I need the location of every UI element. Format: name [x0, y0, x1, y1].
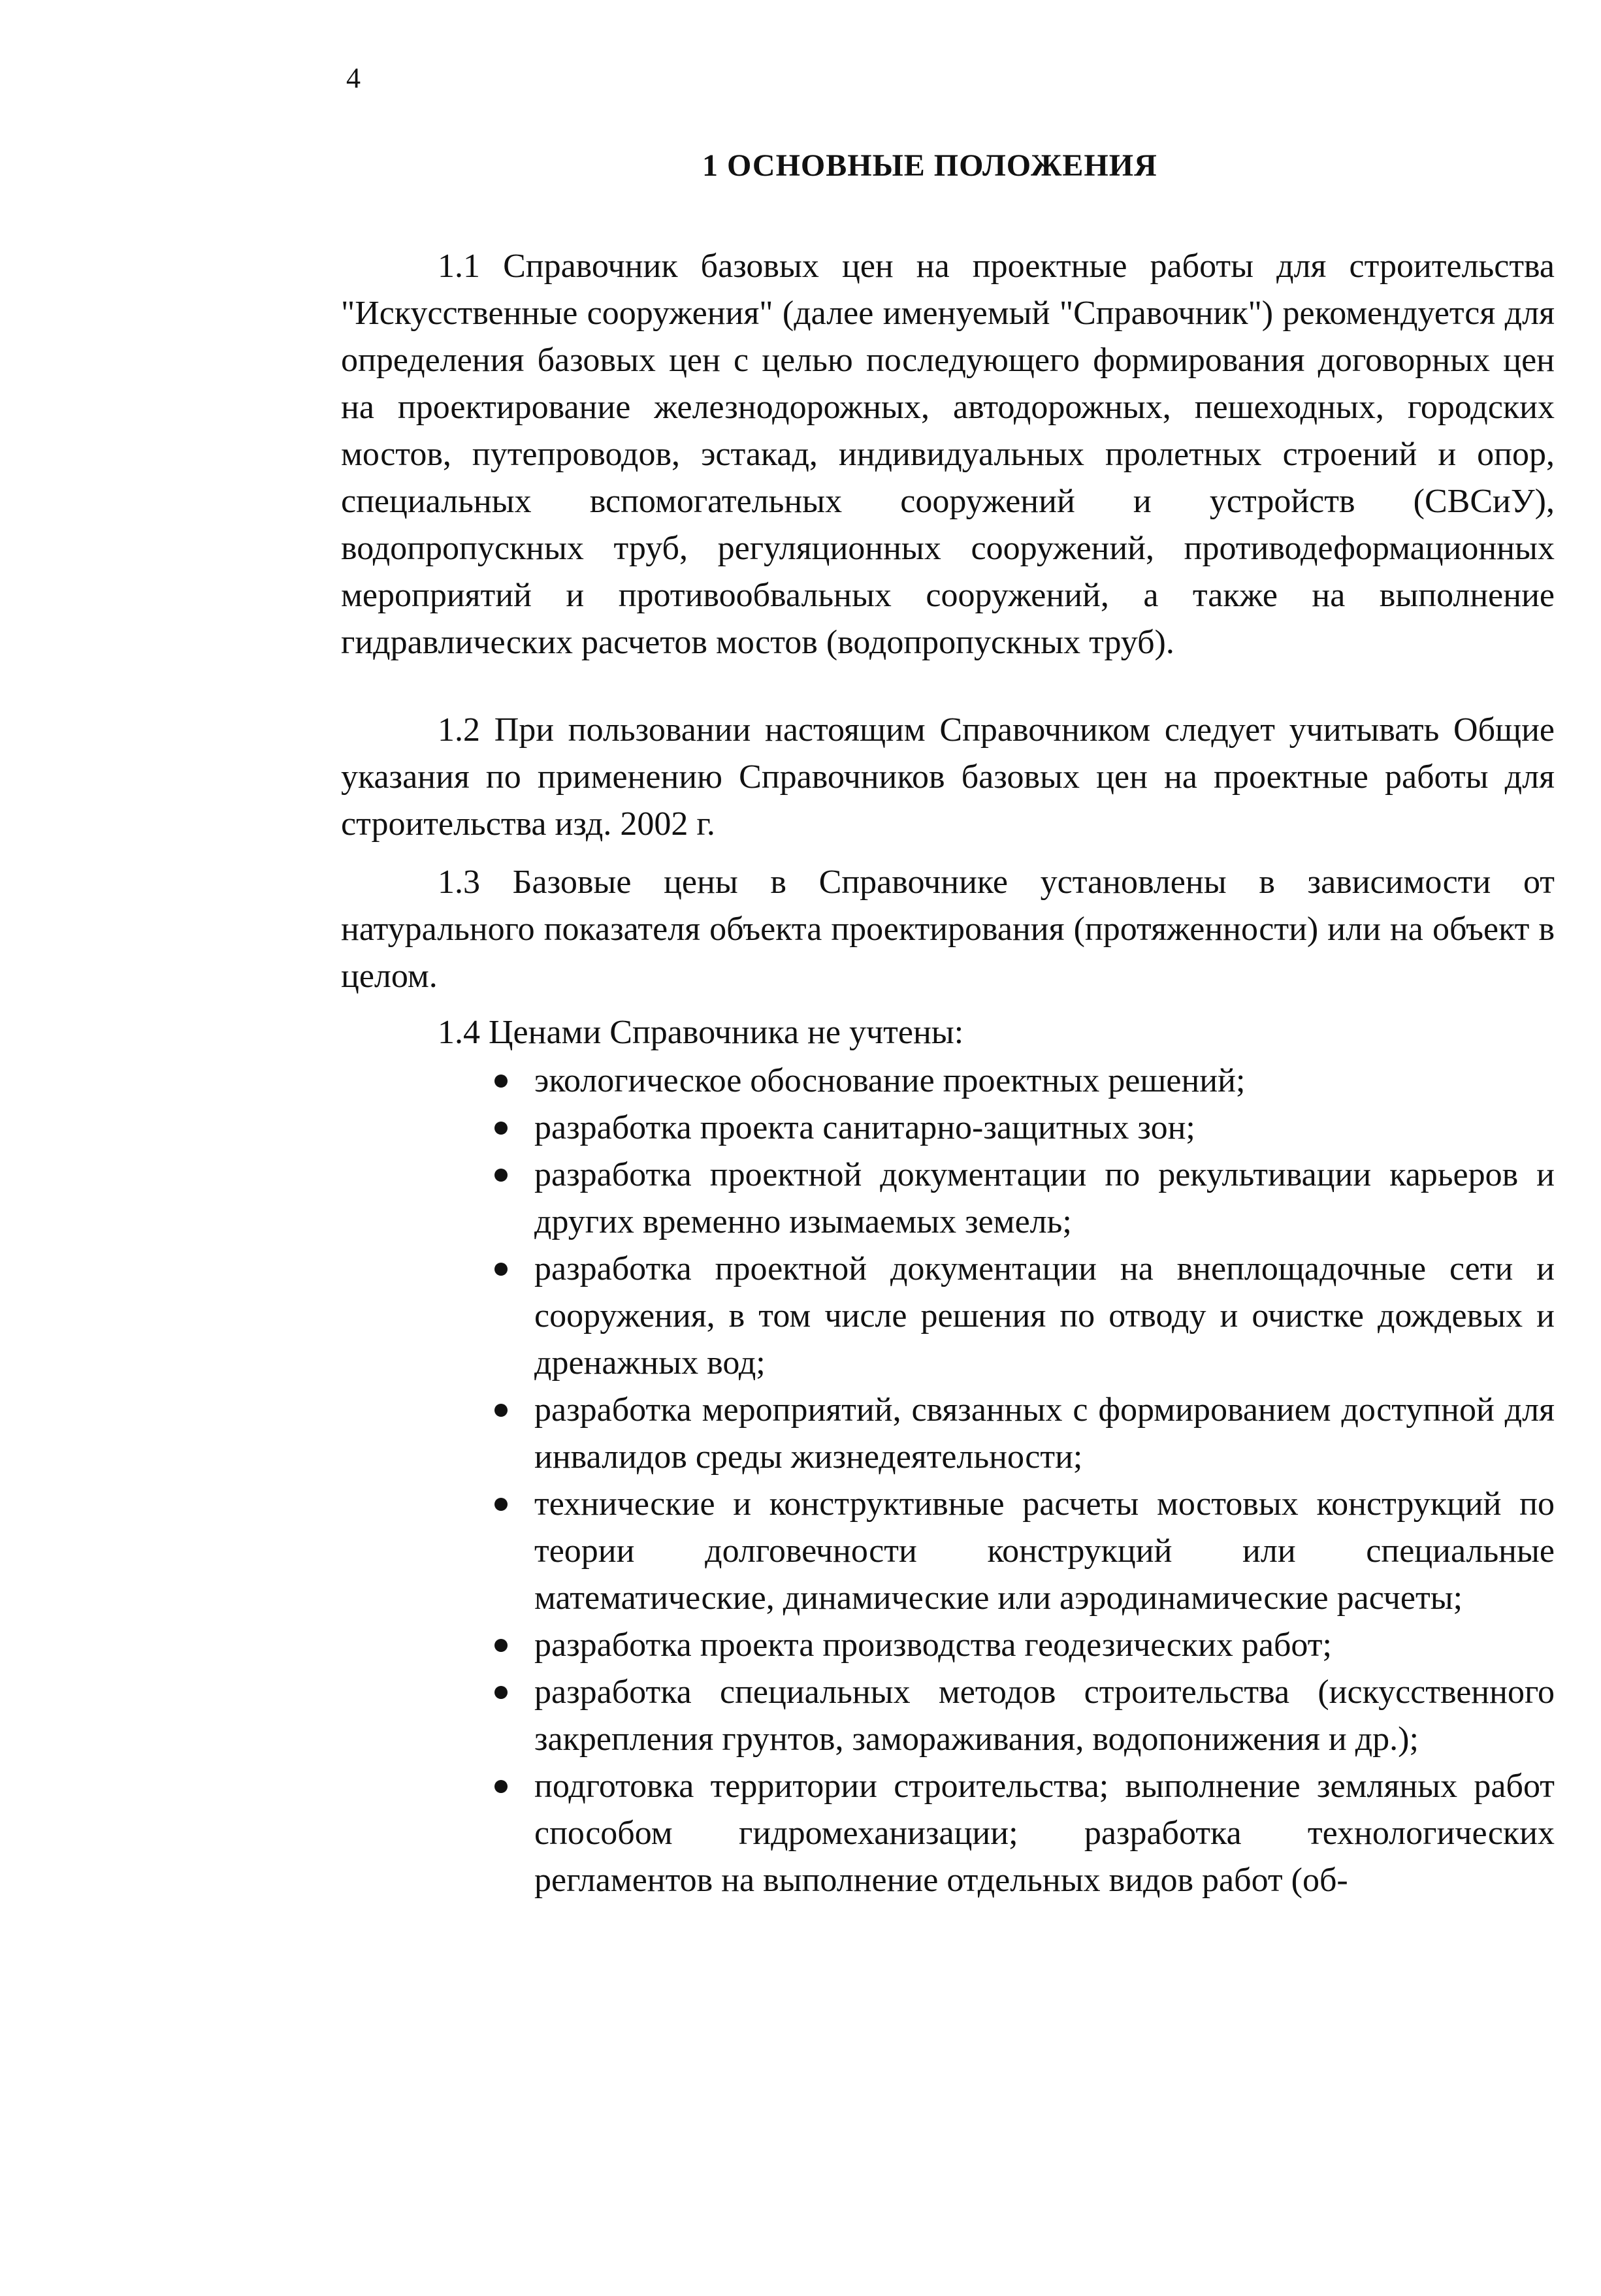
- bullet-icon: [494, 1169, 508, 1182]
- list-item-text: разработка мероприятий, связанных с формированием доступной для инвалидов среды жизнедеятельности;: [534, 1391, 1555, 1476]
- bullet-icon: [494, 1498, 508, 1511]
- list-item: [341, 1387, 1555, 1481]
- list-item: [341, 1763, 1555, 1904]
- list-item: [341, 1152, 1555, 1246]
- bullet-icon: [494, 1639, 508, 1652]
- bullet-icon: [494, 1780, 508, 1793]
- page-number: 4: [346, 62, 361, 94]
- bullet-icon: [494, 1686, 508, 1699]
- list-item: [341, 1622, 1555, 1669]
- list-item-text: разработка проекта производства геодезических работ;: [534, 1626, 1332, 1664]
- bullet-icon: [494, 1075, 508, 1088]
- section-title: 1 ОСНОВНЫЕ ПОЛОЖЕНИЯ: [702, 148, 1157, 183]
- bullet-icon: [494, 1263, 508, 1276]
- paragraph-1-2: 1.2 При пользовании настоящим Справочником следует учитывать Общие указания по применению Справочников базовых цен на проектные работы для строительства изд. 2002 г.: [341, 711, 1555, 843]
- list-item-text: разработка специальных методов строительства (искусственного закрепления грунтов, замораживания, водопонижения и др.);: [534, 1673, 1555, 1758]
- list-item: [341, 1669, 1555, 1763]
- list-item-text: разработка проектной документации по рекультивации карьеров и других временно изымаемых земель;: [534, 1156, 1555, 1240]
- exclusions-list: [341, 1058, 1555, 1904]
- list-item: [341, 1058, 1555, 1105]
- list-item-text: экологическое обоснование проектных решений;: [534, 1062, 1246, 1099]
- paragraph-1-4: 1.4 Ценами Справочника не учтены:: [438, 1014, 964, 1051]
- list-item-text: разработка проекта санитарно-защитных зон;: [534, 1109, 1195, 1146]
- list-item-text: технические и конструктивные расчеты мостовых конструкций по теории долговечности конструкций или специальные математические, динамические или аэродинамические расчеты;: [534, 1485, 1555, 1617]
- bullet-icon: [494, 1122, 508, 1135]
- bullet-icon: [494, 1404, 508, 1417]
- list-item: [341, 1481, 1555, 1622]
- list-item-text: подготовка территории строительства; выполнение земляных работ способом гидромеханизации; разработка технологических регламентов на выполнение отдельных видов работ (об-: [534, 1768, 1555, 1899]
- list-item: [341, 1246, 1555, 1387]
- list-item-text: разработка проектной документации на внеплощадочные сети и сооружения, в том числе решения по отводу и очистке дождевых и дренажных вод;: [534, 1250, 1555, 1382]
- list-item: [341, 1105, 1555, 1152]
- paragraph-1-1: 1.1 Справочник базовых цен на проектные работы для строительства "Искусственные сооружения" (далее именуемый "Справочник") рекомендуется для определения базовых цен с целью последующего формирования договорных цен на проектирование железнодорожных, автодорожных, пешеходных, городских мостов, путепроводов, эстакад, индивидуальных пролетных строений и опор, специальных вспомогательных сооружений и устройств (СВСиУ), водопропускных труб, регуляционных сооружений, противодеформационных мероприятий и противообвальных сооружений, а также на выполнение гидравлических расчетов мостов (водопропускных труб).: [341, 248, 1555, 661]
- paragraph-1-3: 1.3 Базовые цены в Справочнике установлены в зависимости от натурального показателя объекта проектирования (протяженности) или на объект в целом.: [341, 864, 1555, 995]
